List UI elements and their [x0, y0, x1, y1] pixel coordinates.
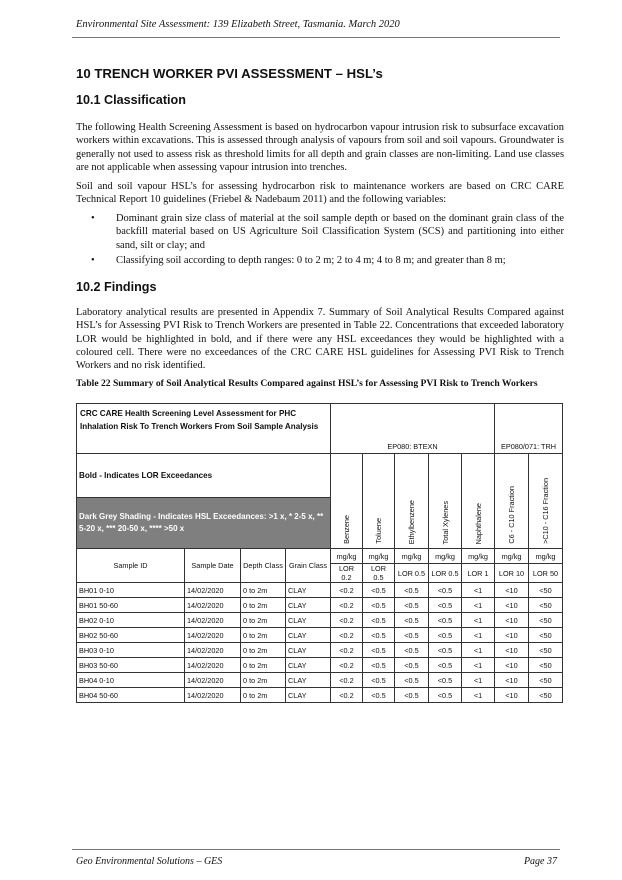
result-cell: <50	[529, 598, 563, 613]
bullet-icon: •	[91, 213, 95, 224]
unit-cell: mg/kg	[429, 549, 462, 564]
group-trh: EP080/071: TRH	[495, 404, 563, 454]
result-cell: <0.5	[363, 583, 395, 598]
table-row	[77, 673, 563, 688]
result-cell: <0.5	[363, 598, 395, 613]
lor-cell: LOR 0.5	[429, 564, 462, 583]
result-cell: <10	[495, 598, 529, 613]
depth-class-cell: 0 to 2m	[241, 613, 286, 628]
grain-class-cell: CLAY	[286, 583, 331, 598]
unit-cell: mg/kg	[529, 549, 563, 564]
result-cell: <1	[462, 658, 495, 673]
lor-cell: LOR 0.2	[331, 564, 363, 583]
result-cell: <0.2	[331, 598, 363, 613]
result-cell: <0.5	[429, 613, 462, 628]
table-row	[77, 613, 563, 628]
grey-legend: Dark Grey Shading - Indicates HSL Exceedances: >1 x, * 2-5 x, ** 5-20 x, *** 20-50 x, **** >50 x	[77, 498, 331, 549]
result-cell: <0.5	[395, 598, 429, 613]
col-depth-class: Depth Class	[241, 549, 286, 583]
result-cell: <10	[495, 673, 529, 688]
depth-class-cell: 0 to 2m	[241, 598, 286, 613]
table-caption: Table 22 Summary of Soil Analytical Results Compared against HSL’s for Assessing PVI Risk to Trench Workers	[76, 378, 538, 389]
page-number: Page 37	[523, 856, 557, 867]
list-item: • Classifying soil according to depth ranges: 0 to 2 m; 2 to 4 m; 4 to 8 m; and greater than 8 m;	[91, 254, 506, 266]
result-cell: <1	[462, 583, 495, 598]
result-cell: <0.5	[395, 643, 429, 658]
result-cell: <10	[495, 628, 529, 643]
table-row	[77, 643, 563, 658]
sample-id-cell: BH04 50-60	[77, 688, 185, 703]
result-cell: <50	[529, 628, 563, 643]
depth-class-cell: 0 to 2m	[241, 643, 286, 658]
analyte-header: Benzene	[331, 454, 363, 549]
col-grain-class: Grain Class	[286, 549, 331, 583]
table-row	[77, 658, 563, 673]
result-cell: <0.5	[363, 643, 395, 658]
variables-list	[76, 212, 564, 269]
grain-class-cell: CLAY	[286, 643, 331, 658]
result-cell: <1	[462, 628, 495, 643]
result-cell: <0.5	[363, 613, 395, 628]
depth-class-cell: 0 to 2m	[241, 628, 286, 643]
table-title: CRC CARE Health Screening Level Assessment for PHC Inhalation Risk To Trench Workers From Soil Sample Analysis	[77, 404, 331, 454]
footer-left: Geo Environmental Solutions – GES	[76, 856, 223, 867]
section-heading: 10 TRENCH WORKER PVI ASSESSMENT – HSL’s	[76, 66, 383, 81]
sample-date-cell: 14/02/2020	[185, 613, 241, 628]
group-btexn: EP080: BTEXN	[331, 404, 495, 454]
lor-cell: LOR 0.5	[395, 564, 429, 583]
result-cell: <0.5	[429, 688, 462, 703]
analyte-header: Ethylbenzene	[395, 454, 429, 549]
header-rule	[72, 37, 560, 38]
sample-date-cell: 14/02/2020	[185, 598, 241, 613]
result-cell: <50	[529, 643, 563, 658]
unit-cell: mg/kg	[395, 549, 429, 564]
col-sample-id: Sample ID	[77, 549, 185, 583]
result-cell: <0.5	[363, 628, 395, 643]
lor-cell: LOR 0.5	[363, 564, 395, 583]
result-cell: <0.5	[429, 643, 462, 658]
result-cell: <50	[529, 583, 563, 598]
sample-date-cell: 14/02/2020	[185, 583, 241, 598]
result-cell: <0.5	[395, 658, 429, 673]
classification-paragraph-1: The following Health Screening Assessment is based on hydrocarbon vapour intrusion risk to subsurface excavation workers within excavations. This is assessed through analysis of vapours from soil and soil vapours. Groundwater is generally not used to assess risk as threshold limits for all depth and grain classes are non-limiting. Land use classes are not applicable when assessing vapour intrusion into trenches.	[76, 122, 564, 173]
lor-cell: LOR 50	[529, 564, 563, 583]
footer-rule	[72, 849, 560, 850]
col-sample-date: Sample Date	[185, 549, 241, 583]
classification-paragraph-2: Soil and soil vapour HSL’s for assessing hydrocarbon risk to maintenance workers are based on CRC CARE Technical Report 10 guidelines (Friebel & Nadebaum 2011) and the following variables:	[76, 181, 564, 206]
result-cell: <1	[462, 673, 495, 688]
sample-date-cell: 14/02/2020	[185, 673, 241, 688]
result-cell: <10	[495, 643, 529, 658]
result-cell: <50	[529, 658, 563, 673]
result-cell: <0.2	[331, 658, 363, 673]
result-cell: <0.2	[331, 643, 363, 658]
analyte-header: C6 - C10 Fraction	[495, 454, 529, 549]
unit-cell: mg/kg	[462, 549, 495, 564]
grain-class-cell: CLAY	[286, 598, 331, 613]
grain-class-cell: CLAY	[286, 658, 331, 673]
result-cell: <0.2	[331, 613, 363, 628]
result-cell: <1	[462, 613, 495, 628]
sample-id-cell: BH02 0-10	[77, 613, 185, 628]
table-row	[77, 598, 563, 613]
running-header: Environmental Site Assessment: 139 Elizabeth Street, Tasmania. March 2020	[76, 19, 400, 30]
result-cell: <0.2	[331, 583, 363, 598]
result-cell: <0.5	[363, 658, 395, 673]
analyte-header: >C10 - C16 Fraction	[529, 454, 563, 549]
result-cell: <0.5	[395, 628, 429, 643]
result-cell: <0.5	[395, 613, 429, 628]
sample-date-cell: 14/02/2020	[185, 643, 241, 658]
result-cell: <10	[495, 688, 529, 703]
result-cell: <0.5	[429, 583, 462, 598]
bold-legend: Bold - Indicates LOR Exceedances	[77, 454, 331, 498]
grain-class-cell: CLAY	[286, 673, 331, 688]
unit-cell: mg/kg	[495, 549, 529, 564]
depth-class-cell: 0 to 2m	[241, 688, 286, 703]
classification-heading: 10.1 Classification	[76, 93, 186, 107]
result-cell: <0.2	[331, 673, 363, 688]
sample-id-cell: BH02 50-60	[77, 628, 185, 643]
result-cell: <0.5	[429, 673, 462, 688]
analyte-header: Naphthalene	[462, 454, 495, 549]
sample-id-cell: BH03 50-60	[77, 658, 185, 673]
result-cell: <0.5	[429, 658, 462, 673]
analyte-header: Toluene	[363, 454, 395, 549]
result-cell: <0.5	[395, 583, 429, 598]
result-cell: <0.5	[429, 598, 462, 613]
sample-date-cell: 14/02/2020	[185, 688, 241, 703]
result-cell: <1	[462, 598, 495, 613]
lor-cell: LOR 1	[462, 564, 495, 583]
grain-class-cell: CLAY	[286, 688, 331, 703]
unit-cell: mg/kg	[331, 549, 363, 564]
bullet-icon: •	[91, 254, 95, 266]
result-cell: <0.5	[363, 688, 395, 703]
sample-id-cell: BH04 0-10	[77, 673, 185, 688]
sample-id-cell: BH03 0-10	[77, 643, 185, 658]
grain-class-cell: CLAY	[286, 613, 331, 628]
depth-class-cell: 0 to 2m	[241, 583, 286, 598]
result-cell: <50	[529, 673, 563, 688]
lor-cell: LOR 10	[495, 564, 529, 583]
findings-paragraph: Laboratory analytical results are presented in Appendix 7. Summary of Soil Analytical Results Compared against HSL’s for Assessing PVI Risk to Trench Workers are presented in Table 22. Concentrations that exceeded laboratory LOR would be highlighted in bold, and if there were any HSL exceedances they would be highlighted with a coloured cell. There were no exceedances of the CRC CARE HSL guidelines for Assessing PVI Risk to Trench Workers and no risk identified.	[76, 307, 564, 372]
result-cell: <10	[495, 613, 529, 628]
sample-id-cell: BH01 0-10	[77, 583, 185, 598]
list-item: • Dominant grain size class of material at the soil sample depth or based on the dominant grain class of the backfill material based on US Agriculture Soil Classification System (SCS) and partitioning into either sand, silt or clay; and	[91, 213, 564, 251]
result-cell: <0.5	[363, 673, 395, 688]
sample-date-cell: 14/02/2020	[185, 628, 241, 643]
sample-id-cell: BH01 50-60	[77, 598, 185, 613]
depth-class-cell: 0 to 2m	[241, 658, 286, 673]
findings-heading: 10.2 Findings	[76, 280, 157, 294]
table-row	[77, 628, 563, 643]
result-cell: <50	[529, 613, 563, 628]
unit-cell: mg/kg	[363, 549, 395, 564]
result-cell: <0.2	[331, 688, 363, 703]
table-row	[77, 688, 563, 703]
result-cell: <50	[529, 688, 563, 703]
table-row	[77, 583, 563, 598]
result-cell: <0.2	[331, 628, 363, 643]
result-cell: <0.5	[395, 673, 429, 688]
depth-class-cell: 0 to 2m	[241, 673, 286, 688]
sample-date-cell: 14/02/2020	[185, 658, 241, 673]
result-cell: <1	[462, 643, 495, 658]
result-cell: <0.5	[395, 688, 429, 703]
grain-class-cell: CLAY	[286, 628, 331, 643]
analyte-header: Total Xylenes	[429, 454, 462, 549]
result-cell: <10	[495, 583, 529, 598]
result-cell: <10	[495, 658, 529, 673]
result-cell: <0.5	[429, 628, 462, 643]
results-table	[76, 403, 563, 703]
result-cell: <1	[462, 688, 495, 703]
